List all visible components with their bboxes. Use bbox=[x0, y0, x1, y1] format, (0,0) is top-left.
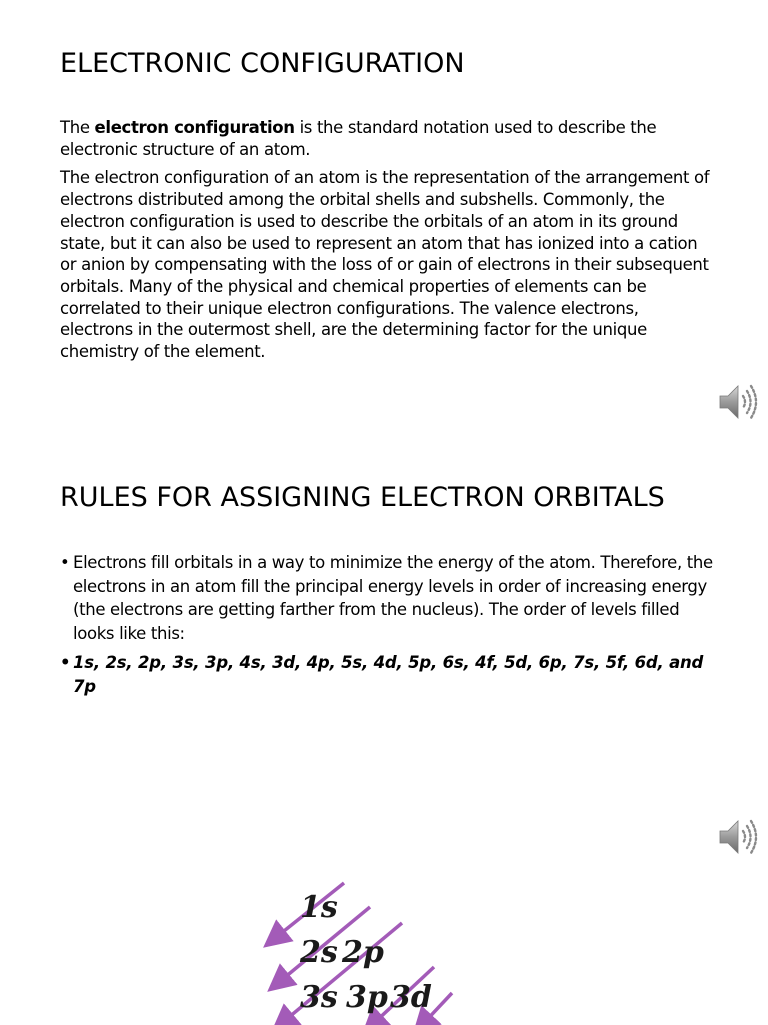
bullet-item-order bbox=[60, 651, 720, 698]
slide-title: RULES FOR ASSIGNING ELECTRON ORBITALS bbox=[60, 482, 665, 513]
orbital-label: 3d bbox=[390, 980, 432, 1015]
orbital-label: 3s bbox=[300, 980, 338, 1015]
definition-rest: is the standard notation used to describe the electronic structure of an atom. bbox=[60, 118, 657, 159]
orbital-label: 3p bbox=[346, 980, 388, 1015]
bullet-text: 1s, 2s, 2p, 3s, 3p, 4s, 3d, 4p, 5s, 4d, 5p, 6s, 4f, 5d, 6p, 7s, 5f, 6d, and 7p bbox=[73, 653, 704, 696]
slide-body bbox=[60, 117, 715, 370]
definition-term: electron configuration bbox=[94, 118, 295, 137]
definition-paragraph bbox=[60, 117, 715, 160]
speaker-icon[interactable] bbox=[716, 380, 760, 424]
orbital-label: 2p bbox=[342, 935, 384, 970]
speaker-icon[interactable] bbox=[716, 815, 760, 859]
definition-prefix: The bbox=[60, 118, 95, 137]
bullet-item bbox=[60, 551, 720, 645]
bullet-marker: • bbox=[60, 553, 70, 572]
bullet-text: Electrons fill orbitals in a way to minimize the energy of the atom. Therefore, the electrons in an atom fill the principal energy levels in order of increasing energy (the electrons are getting farther from the nucleus). The order of levels filled looks like this: bbox=[73, 553, 713, 643]
orbital-label: 2s bbox=[300, 935, 338, 970]
orbital-label: 1s bbox=[300, 890, 338, 925]
slide-electronic-configuration bbox=[0, 0, 768, 430]
aufbau-diagram bbox=[262, 875, 502, 1025]
slide-rules-orbitals bbox=[0, 455, 768, 1024]
slide-title: ELECTRONIC CONFIGURATION bbox=[60, 48, 465, 79]
description-paragraph: The electron configuration of an atom is the representation of the arrangement of electrons distributed among the orbital shells and subshells. Commonly, the electron configuration is used to describe the orbitals of an atom in its ground state, but it can also be used to represent an atom that has ionized into a cation or anion by compensating with the loss of or gain of electrons in their subsequent orbitals. Many of the physical and chemical properties of elements can be correlated to their unique electron configurations. The valence electrons, electrons in the outermost shell, are the determining factor for the unique chemistry of the element. bbox=[60, 168, 710, 362]
bullet-marker: • bbox=[60, 653, 71, 672]
bullet-list bbox=[60, 551, 720, 704]
